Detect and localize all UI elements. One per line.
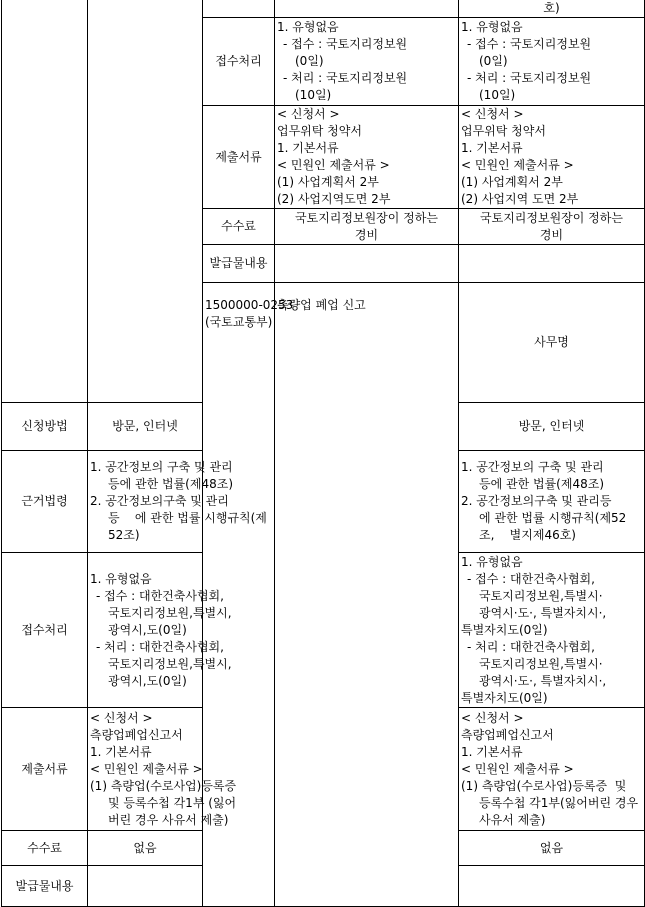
documents-right: < 신청서 > 업무위탁 청약서 1. 기본서류 < 민원인 제출서류 > (1) 사업계획서 2부 (2) 사업지역 도면 2부 [459, 106, 645, 209]
documents-left: < 신청서 > 측량업폐업신고서 1. 기본서류 < 민원인 제출서류 > (1) 측량업(수로사업)등록증 및 등록수첩 각1부 (잃어 버린 경우 사유서 제출) [88, 708, 203, 831]
table-row [2, 0, 645, 18]
label-cell-blank [203, 0, 275, 18]
row-label: 신청방법 [2, 403, 88, 451]
continuation-left [275, 0, 459, 18]
law-right: 1. 공간정보의 구축 및 관리 등에 관한 법률(제48조) 2. 공간정보의구축 및 관리등 에 관한 법률 시행규칙(제52 조, 별지제46호) [459, 451, 645, 553]
row-label: 제출서류 [203, 106, 275, 209]
code-cell-prev [2, 0, 88, 403]
method-left: 방문, 인터넷 [88, 403, 203, 451]
fee-right: 국토지리정보원장이 정하는 경비 [459, 209, 645, 245]
name-cell-prev [88, 0, 203, 403]
fee-right: 없음 [459, 831, 645, 866]
fee-left: 없음 [88, 831, 203, 866]
row-label: 수수료 [2, 831, 88, 866]
record-code: 1500000-0253 [205, 298, 294, 312]
row-label: 수수료 [203, 209, 275, 245]
law-left: 1. 공간정보의 구축 및 관리 등에 관한 법률(제48조) 2. 공간정보의구축 및 관리 등 에 관한 법률 시행규칙(제 52조) [88, 451, 203, 553]
reception-right: 1. 유형없음 - 접수 : 대한건축사협회, 국토지리정보원,특별시· 광역시·도·, 특별자치시·, 특별자치도(0일) - 처리 : 대한건축사협회, 국토지리정보원,특별시· 광역시·도·, 특별자치시·, 특별자치도(0일) [459, 553, 645, 708]
civil-affairs-table [1, 0, 645, 907]
row-label: 제출서류 [2, 708, 88, 831]
issued-left [88, 866, 203, 907]
row-label: 접수처리 [2, 553, 88, 708]
row-label: 발급물내용 [203, 245, 275, 283]
reception-left: 1. 유형없음 - 접수 : 대한건축사협회, 국토지리정보원,특별시, 광역시,도(0일) - 처리 : 대한건축사협회, 국토지리정보원,특별시, 광역시,도(0일) [88, 553, 203, 708]
issued-right [459, 866, 645, 907]
issued-right [459, 245, 645, 283]
documents-right: < 신청서 > 측량업폐업신고서 1. 기본서류 < 민원인 제출서류 > (1) 측량업(수로사업)등록증 및 등록수첩 각1부(잃어버린 경우 사유서 제출) [459, 708, 645, 831]
reception-left: 1. 유형없음 - 접수 : 국토지리정보원 (0일) - 처리 : 국토지리정보원 (10일) [275, 18, 459, 106]
issued-left [275, 245, 459, 283]
row-label: 근거법령 [2, 451, 88, 553]
method-right: 방문, 인터넷 [459, 403, 645, 451]
record-agency: (국토교통부) [205, 315, 273, 329]
documents-left: < 신청서 > 업무위탁 청약서 1. 기본서류 < 민원인 제출서류 > (1) 사업계획서 2부 (2) 사업지역도면 2부 [275, 106, 459, 209]
row-label: 사무명 [459, 283, 645, 403]
row-label: 접수처리 [203, 18, 275, 106]
reception-right: 1. 유형없음 - 접수 : 국토지리정보원 (0일) - 처리 : 국토지리정보원 (10일) [459, 18, 645, 106]
fee-left: 국토지리정보원장이 정하는 경비 [275, 209, 459, 245]
continuation-right: 호) [459, 0, 645, 18]
record-name: 측량업 폐업 신고 [275, 283, 459, 907]
row-label: 발급물내용 [2, 866, 88, 907]
